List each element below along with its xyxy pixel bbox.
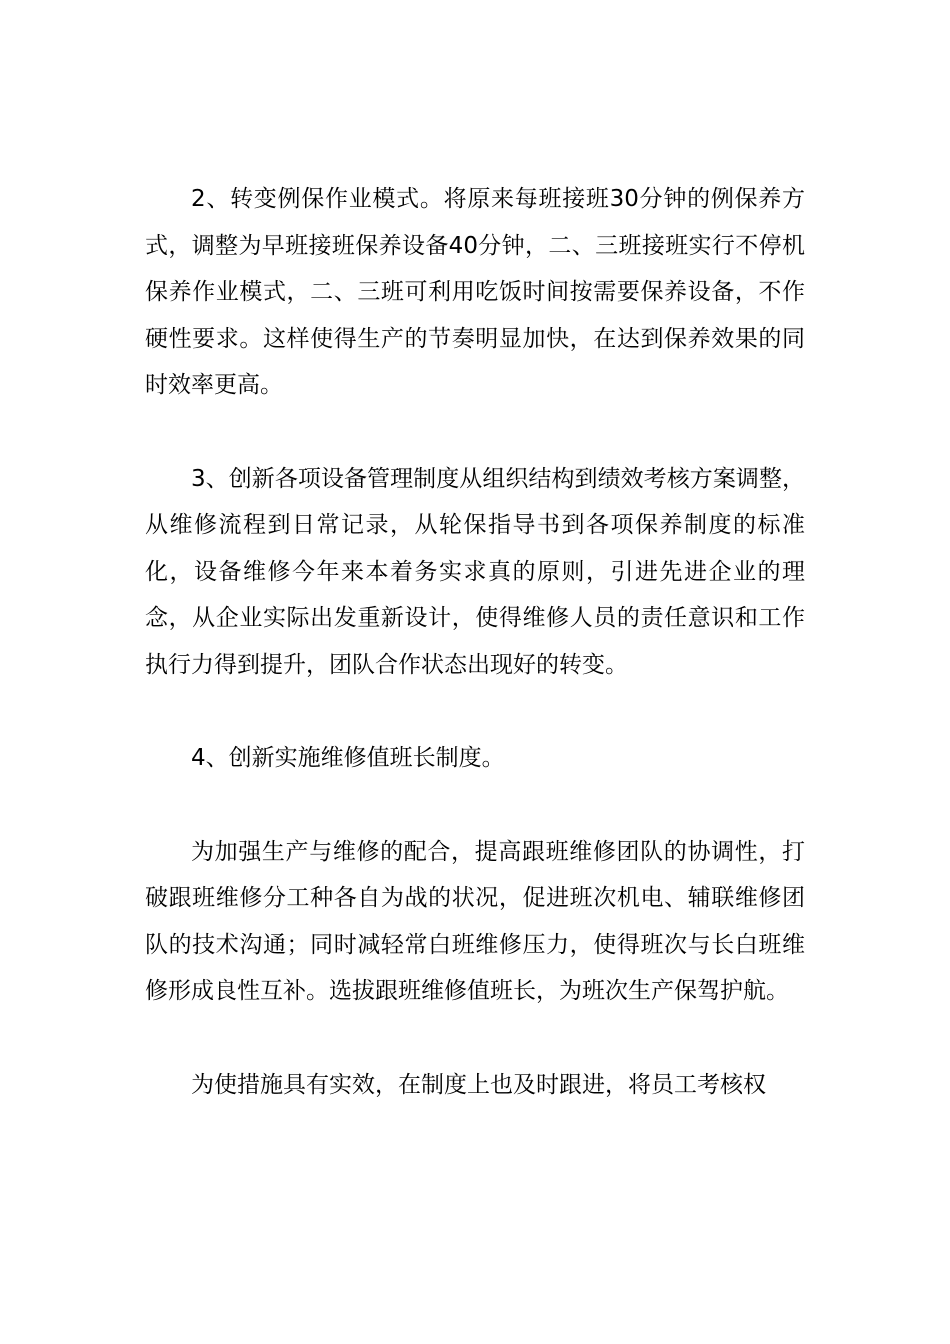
paragraph-assessment-measures: 为使措施具有实效，在制度上也及时跟进，将员工考核权 bbox=[191, 1071, 766, 1098]
paragraph-equipment-management-system: 3、创新各项设备管理制度从组织结构到绩效考核方案调整，从维修流程到日常记录，从轮保指导书到各项保养制度的标准化，设备维修今年来本着务实求真的原则，引进先进企业的理念，从企业实际出发重新设计，使得维修人员的责任意识和工作执行力得到提升，团队合作状态出现好的转变。 bbox=[145, 465, 805, 678]
paragraph-routine-maintenance-mode: 2、转变例保作业模式。将原来每班接班30分钟的例保养方式，调整为早班接班保养设备40分钟，二、三班接班实行不停机保养作业模式，二、三班可利用吃饭时间按需要保养设备，不作硬性要求。这样使得生产的节奏明显加快，在达到保养效果的同时效率更高。 bbox=[145, 186, 805, 398]
paragraph-production-maintenance-cooperation: 为加强生产与维修的配合，提高跟班维修团队的协调性，打破跟班维修分工种各自为战的状况，促进班次机电、辅联维修团队的技术沟通；同时减轻常白班维修压力，使得班次与长白班维修形成良性互补。选拔跟班维修值班长，为班次生产保驾护航。 bbox=[145, 838, 805, 1004]
document-body bbox=[145, 176, 805, 1108]
paragraph-duty-leader-heading: 4、创新实施维修值班长制度。 bbox=[191, 745, 505, 771]
